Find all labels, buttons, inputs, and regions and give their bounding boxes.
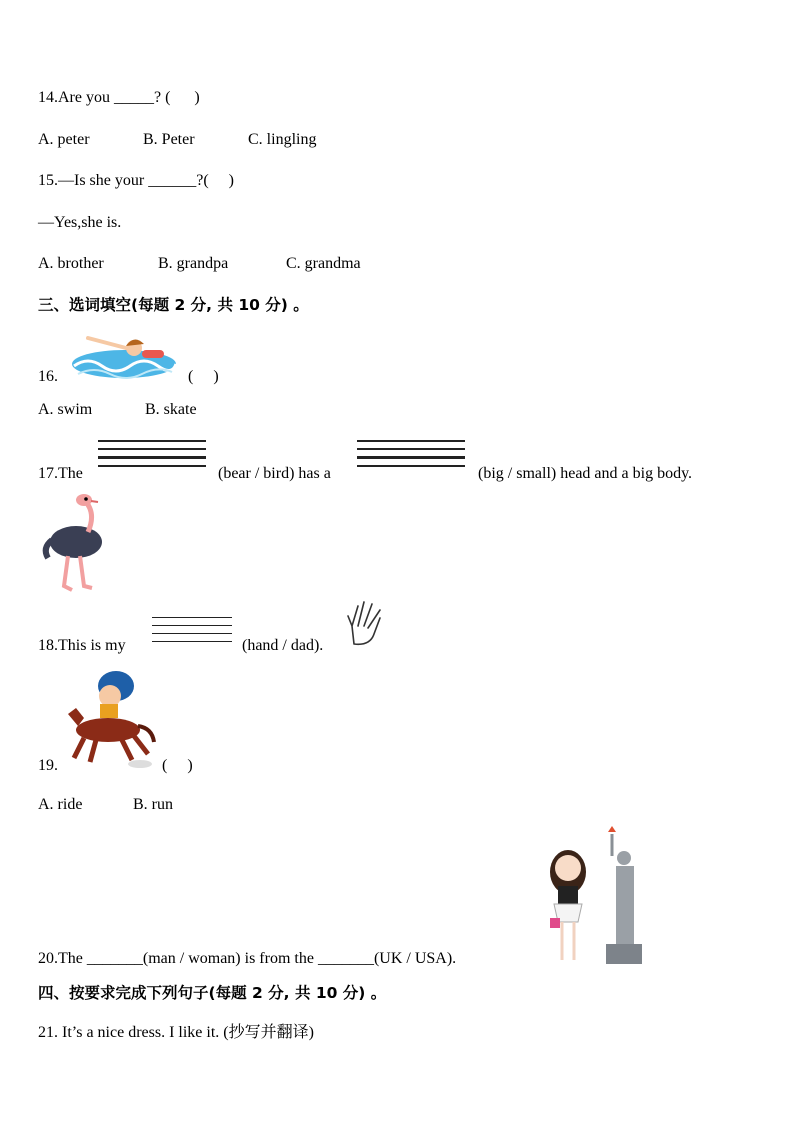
q14-stem: 14.Are you _____? ( ) [38, 89, 200, 106]
q17-text-start: 17.The [38, 465, 83, 482]
q21-text: 21. It’s a nice dress. I like it. (抄写并翻译) [38, 1024, 314, 1041]
q19-option-a: A. ride [38, 796, 83, 813]
q19-option-b: B. run [133, 796, 173, 813]
q15-answer: —Yes,she is. [38, 214, 122, 231]
q16-option-b: B. skate [145, 401, 197, 418]
q19-answer-paren: ( ) [162, 757, 193, 774]
ostrich-image [38, 492, 108, 594]
q14-option-a: A. peter [38, 131, 90, 148]
q16-answer-paren: ( ) [188, 368, 219, 385]
q17-text-middle: (bear / bird) has a [218, 465, 331, 482]
q15-option-b: B. grandpa [158, 255, 229, 272]
q18-text-start: 18.This is my [38, 637, 126, 654]
section-4-heading: 四、按要求完成下列句子(每题 2 分, 共 10 分) 。 [38, 984, 387, 1002]
q14-option-b: B. Peter [143, 131, 195, 148]
q18-writing-lines[interactable] [152, 617, 232, 649]
q16-number: 16. [38, 368, 58, 385]
boy-riding-horse-image [60, 664, 158, 770]
q18-text-end: (hand / dad). [242, 637, 324, 654]
q16-option-a: A. swim [38, 401, 93, 418]
q15-option-c: C. grandma [286, 255, 361, 272]
q14-option-c: C. lingling [248, 131, 317, 148]
q17-text-end: (big / small) head and a big body. [478, 465, 693, 482]
q20-text: 20.The _______(man / woman) is from the _______(UK / USA). [38, 950, 457, 967]
q17-writing-lines-2[interactable] [357, 440, 465, 473]
q15-option-a: A. brother [38, 255, 104, 272]
swimming-girl-image [68, 326, 180, 382]
hand-image [344, 600, 388, 648]
q17-writing-lines-1[interactable] [98, 440, 206, 473]
q19-number: 19. [38, 757, 58, 774]
section-3-heading: 三、选词填空(每题 2 分, 共 10 分) 。 [38, 296, 309, 314]
woman-and-statue-of-liberty-image [546, 826, 642, 966]
q15-stem: 15.—Is she your ______?( ) [38, 172, 234, 189]
